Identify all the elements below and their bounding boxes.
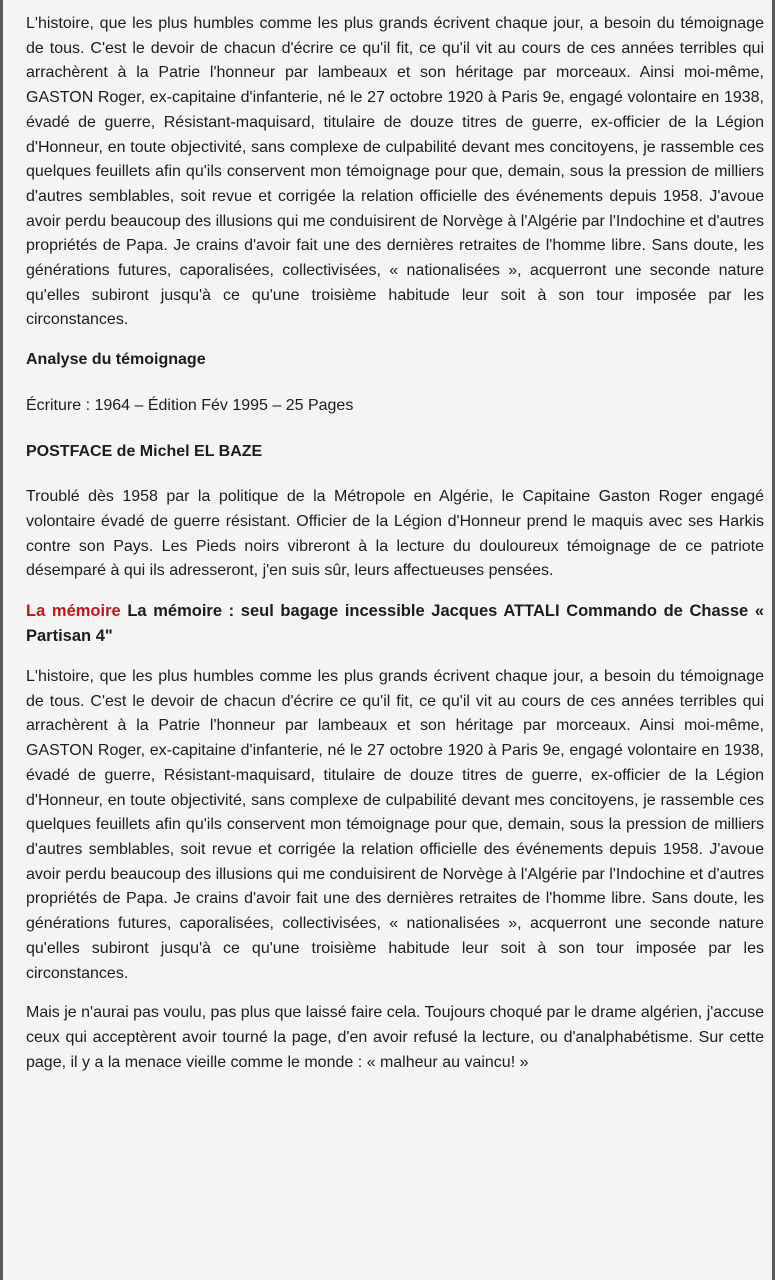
intro-paragraph: L'histoire, que les plus humbles comme les plus grands écrivent chaque jour, a besoin du témoignage de tous. C'est le devoir de chacun d'écrire ce qu'il fit, ce qu'il vit au cours de ces années terribles qui arrachèrent à la Patrie l'honneur par lambeaux et son héritage par morceaux. Ainsi moi-même, GASTON Roger, ex-capitaine d'infanterie, né le 27 octobre 1920 à Paris 9e, engagé volontaire en 1938, évadé de guerre, Résistant-maquisard, titulaire de douze titres de guerre, ex-officier de la Légion d'Honneur, en toute objectivité, sans complexe de culpabilité devant mes concitoyens, je rassemble ces quelques feuillets afin qu'ils conservent mon témoignage pour que, demain, sous la pression de milliers d'autres semblables, soit revue et corrigée la relation officielle des événements depuis 1958. J'avoue avoir perdu beaucoup des illusions qui me conduisirent de Norvège à l'Algérie par l'Indochine et d'autres propriétés de Papa. Je crains d'avoir fait une des dernières retraites de l'homme libre. Sans doute, les générations futures, caporalisées, collectivisées, « nationalisées », acquerront une seconde nature qu'elles subiront jusqu'à ce qu'une troisième habitude leur soit à son tour imposée par les circonstances.: [26, 15, 764, 329]
closing-paragraph: Mais je n'aurai pas voulu, pas plus que laissé faire cela. Toujours choqué par le drame algérien, j'accuse ceux qui acceptèrent avoir tourné la page, d'en avoir refusé la lecture, ou d'analphabétisme. Sur cette page, il y a la menace vieille comme le monde : « malheur au vaincu! »: [26, 1004, 764, 1071]
testimony-paragraph: L'histoire, que les plus humbles comme les plus grands écrivent chaque jour, a besoin du témoignage de tous. C'est le devoir de chacun d'écrire ce qu'il fit, ce qu'il vit au cours de ces années terribles qui arrachèrent à la Patrie l'honneur par lambeaux et son héritage par morceaux. Ainsi moi-même, GASTON Roger, ex-capitaine d'infanterie, né le 27 octobre 1920 à Paris 9e, engagé volontaire en 1938, évadé de guerre, Résistant-maquisard, titulaire de douze titres de guerre, ex-officier de la Légion d'Honneur, en toute objectivité, sans complexe de culpabilité devant mes concitoyens, je rassemble ces quelques feuillets afin qu'ils conservent mon témoignage pour que, demain, sous la pression de milliers d'autres semblables, soit revue et corrigée la relation officielle des événements depuis 1958. J'avoue avoir perdu beaucoup des illusions qui me conduisirent de Norvège à l'Algérie par l'Indochine et d'autres propriétés de Papa. Je crains d'avoir fait une des dernières retraites de l'homme libre. Sans doute, les générations futures, caporalisées, collectivisées, « nationalisées », acquerront une seconde nature qu'elles subiront jusqu'à ce qu'une troisième habitude leur soit à son tour imposée par les circonstances.: [26, 668, 764, 982]
postface-paragraph: Troublé dès 1958 par la politique de la Métropole en Algérie, le Capitaine Gaston Roger engagé volontaire évadé de guerre résistant. Officier de la Légion d'Honneur prend le maquis avec ses Harkis contre son Pays. Les Pieds noirs vibreront à la lecture du douloureux témoignage de ce patriote désemparé à qui ils adresseront, j'en suis sûr, leurs affectueuses pensées.: [26, 488, 764, 580]
article-content: [26, 12, 764, 1090]
writing-info: Écriture : 1964 – Édition Fév 1995 – 25 Pages: [26, 396, 354, 414]
postface-heading: POSTFACE de Michel EL BAZE: [26, 442, 263, 460]
chapter-title: La mémoire : seul bagage incessible Jacques ATTALI Commando de Chasse « Partisan 4": [26, 602, 764, 645]
analysis-heading: Analyse du témoignage: [26, 351, 206, 369]
chapter-heading: [26, 599, 764, 648]
chapter-red-label: La mémoire: [26, 602, 121, 621]
